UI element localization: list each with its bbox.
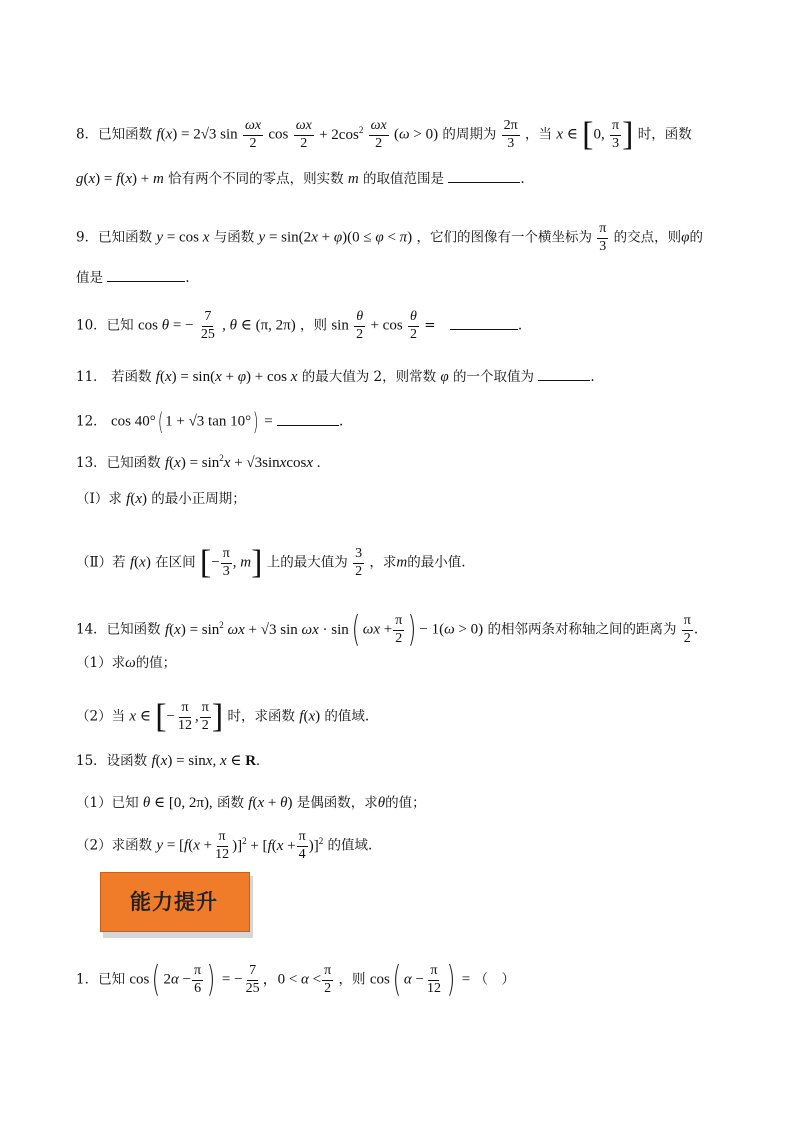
q8-line2: g(x) = f(x) + m 恰有两个不同的零点，则实数 m 的取值范围是 .: [76, 171, 525, 187]
q9-answer-blank: [107, 281, 185, 282]
q8-line1: 8．已知函数 f(x) = 2√3 sin $\frac{\omega x}{2}$ cos $\frac{\omega x}{2}$ + $2\cos^2$ $\frac{\omega x}{2}$ (ω > 0) 的周期为 $\frac{2\pi}{3}$ ，当 x ∈ [0, $\frac{\pi}{3}$ ] 时，函数: [76, 116, 692, 153]
ability-banner: [100, 872, 252, 936]
q12-line: 12． cos 40°( 1 + √3 tan 10°) = .: [76, 408, 344, 436]
q14-line: 14．已知函数 $f(x) = \sin^2 \omega x + √3$ sin ωx · sin( ωx + $\frac{\pi}{2}$ ) − 1(ω > 0) 的相邻两条对称轴之间的距离为 $\frac{\pi}{2}$ .: [76, 609, 699, 650]
q15-part1: （1）已知 θ ∈ [0, 2π), 函数 f(x + θ) 是偶函数，求θ的值；: [76, 795, 426, 811]
q15-line: 15．设函数 f(x) = sinx, x ∈ R.: [76, 753, 260, 769]
q9-line1: 9．已知函数 y = cos x 与函数 y = sin(2x + φ)(0 ≤ φ < π) ，它们的图像有一个横坐标为 $\frac{\pi}{3}$ 的交点，则φ的: [76, 221, 703, 254]
q10-line: 10．已知 cos θ = − $\frac{7}{25}$ , θ ∈ (π, 2π) ，则 sin $\frac{\theta}{2}$ + cos $\frac{\theta}{2}$ = .: [76, 309, 523, 342]
q11-line: 11． 若函数 f(x) = sin(x + φ) + cos x 的最大值为 2，则常数 φ 的一个取值为 .: [76, 369, 595, 385]
q8-frac-1: $\frac{\omega x}{2}$: [244, 117, 262, 151]
q13-part2: （Ⅱ）若 f(x) 在区间 [− $\frac{\pi}{3}$ , m] 上的最大值为 $\frac{3}{2}$ ，求m的最小值.: [76, 544, 466, 581]
q15-part2: （2）求函数 y = [f(x + $\frac{\pi}{12}$ )]$^2$ + [f(x + $\frac{\pi}{4}$ )]$^2$ 的值域.: [76, 829, 373, 862]
q14-part2: （2）当 x ∈ [− $\frac{\pi}{12}$ , $\frac{\pi}{2}$ ] 时，求函数 f(x) 的值域.: [76, 698, 370, 735]
q13-part1: （Ⅰ）求 f(x) 的最小正周期；: [76, 491, 246, 507]
q13-line: 13．已知函数 $f(x) = \sin^2x$ + √3sinxcosx .: [76, 453, 321, 471]
q8-number: 8．已知函数: [76, 126, 153, 143]
q9-line2: 值是 .: [76, 270, 190, 286]
ability-q1-choice: （ ）: [474, 971, 516, 988]
ability-q1-line: 1．已知 cos( 2α − $\frac{\pi}{6}$ ) = − $\frac{7}{25}$ ，0 < α < $\frac{\pi}{2}$ ，则 cos( α − $\frac{\pi}{12}$ ) = （ ）: [76, 959, 516, 1000]
q8-formula: f(x) = 2√3 sin: [156, 126, 238, 143]
q10-answer-blank: [450, 329, 518, 330]
q11-answer-blank: [538, 380, 590, 381]
banner-label: 能力提升: [130, 890, 218, 914]
q8-answer-blank: [448, 182, 520, 183]
q14-part1: （1）求ω的值；: [76, 655, 177, 671]
q12-answer-blank: [277, 425, 339, 426]
q8-period: $\frac{2\pi}{3}$: [503, 117, 518, 151]
